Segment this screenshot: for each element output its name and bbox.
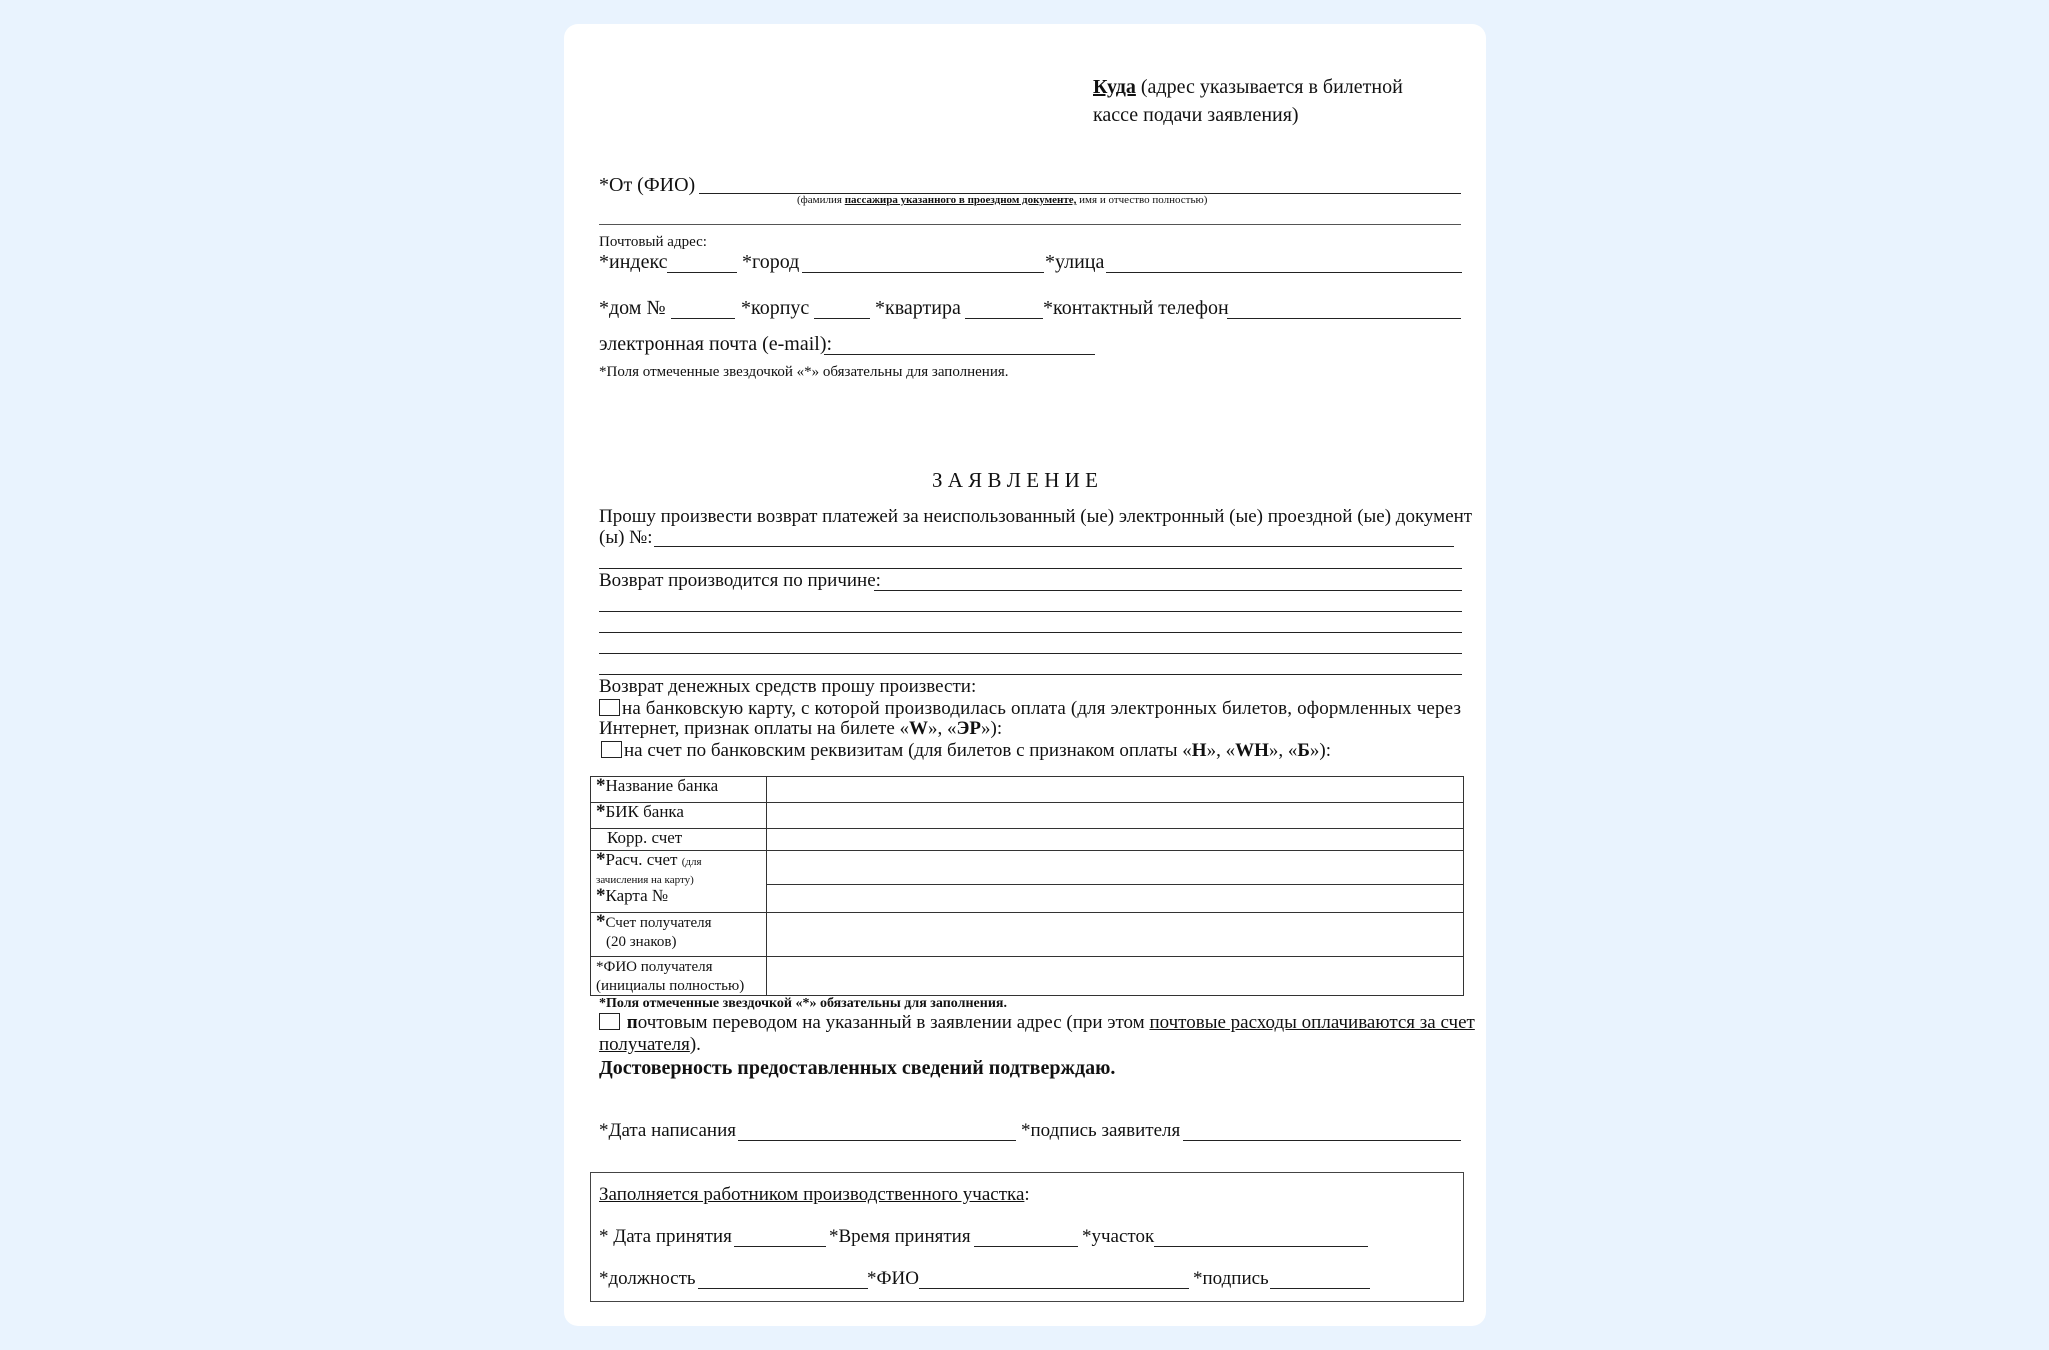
- street-label: *улица: [1045, 251, 1105, 273]
- required-note-bold: *Поля отмеченные звездочкой «*» обязательны для заполнения.: [599, 996, 1007, 1011]
- table-row: [591, 957, 1464, 996]
- accept-time-label: *Время принятия: [829, 1226, 971, 1247]
- staff-title: Заполняется работником производственного участка:: [599, 1184, 1030, 1205]
- document-page: [564, 24, 1486, 1326]
- postal-address-label: Почтовый адрес:: [599, 234, 707, 250]
- phone-label: *контактный телефон: [1043, 297, 1229, 319]
- card-number-label: Карта №: [605, 886, 669, 905]
- option-postal: почтовым переводом на указанный в заявлении адрес (при этом почтовые расходы оплачиваются за счет: [599, 1012, 1475, 1034]
- email-field[interactable]: [824, 354, 1095, 355]
- reason-field-3[interactable]: [599, 632, 1462, 633]
- from-field-continuation[interactable]: [599, 224, 1461, 225]
- corr-account-label: Корр. счет: [591, 829, 767, 851]
- site-label: *участок: [1082, 1226, 1155, 1247]
- reason-label: Возврат производится по причине:: [599, 570, 881, 591]
- from-label: *От (ФИО): [599, 174, 696, 196]
- position-field[interactable]: [698, 1288, 868, 1289]
- date-label: *Дата написания: [599, 1120, 736, 1141]
- accept-date-label: * Дата принятия: [599, 1226, 732, 1247]
- card-checkbox[interactable]: [599, 699, 620, 716]
- apartment-label: *квартира: [875, 297, 961, 319]
- table-row: [591, 803, 1464, 829]
- reason-field-2[interactable]: [599, 611, 1462, 612]
- city-field[interactable]: [802, 272, 1044, 273]
- statement-title: З А Я В Л Е Н И Е: [932, 468, 1098, 492]
- fio-field[interactable]: [919, 1288, 1189, 1289]
- to-address-line-1: [1093, 76, 1403, 99]
- ticket-number-field[interactable]: [654, 546, 1454, 547]
- option-card-text: на банковскую карту, с которой производилась оплата (для электронных билетов, оформленных через: [622, 698, 1462, 719]
- recipient-name-label: *ФИО получателя (инициалы полностью): [591, 957, 767, 996]
- accept-date-field[interactable]: [734, 1246, 826, 1247]
- recipient-account-label: *Счет получателя (20 знаков): [591, 913, 767, 957]
- account-checkbox[interactable]: [601, 741, 622, 758]
- index-label: *индекс: [599, 251, 668, 273]
- option-card-line-2: Интернет, признак оплаты на билете «W», «ЭР»):: [599, 718, 1003, 739]
- card-number-field[interactable]: [767, 885, 1463, 911]
- reason-field[interactable]: [874, 590, 1462, 591]
- building-field[interactable]: [814, 318, 870, 319]
- phone-field[interactable]: [1227, 318, 1461, 319]
- city-label: *город: [742, 251, 800, 273]
- fio-label: *ФИО: [867, 1268, 919, 1289]
- reason-field-4[interactable]: [599, 653, 1462, 654]
- required-note: *Поля отмеченные звездочкой «*» обязательны для заполнения.: [599, 364, 1009, 380]
- applicant-signature-label: *подпись заявителя: [1021, 1120, 1181, 1141]
- reason-field-5[interactable]: [599, 674, 1462, 675]
- bank-name-field[interactable]: [767, 777, 1464, 803]
- staff-signature-field[interactable]: [1270, 1288, 1370, 1289]
- option-card: [599, 698, 1463, 720]
- recipient-account-field[interactable]: [767, 913, 1464, 957]
- settlement-account-field[interactable]: [767, 851, 1463, 885]
- refund-label: Возврат денежных средств прошу произвести:: [599, 676, 977, 697]
- request-suffix: (ы) №:: [599, 527, 653, 548]
- bank-name-label: *Название банка: [591, 777, 767, 803]
- from-hint: (фамилия пассажира указанного в проездном документе, имя и отчество полностью): [797, 194, 1208, 206]
- email-label: электронная почта (e-mail):: [599, 333, 833, 355]
- house-field[interactable]: [671, 318, 735, 319]
- settlement-account-label: *Расч. счет (для зачисления на карту) *Карта №: [591, 851, 767, 913]
- to-address-line-2: кассе подачи заявления): [1093, 104, 1299, 126]
- position-label: *должность: [599, 1268, 696, 1289]
- table-row: [591, 851, 1464, 913]
- bik-label: *БИК банка: [591, 803, 767, 829]
- to-label: Куда: [1093, 76, 1136, 98]
- request-text: Прошу произвести возврат платежей за неиспользованный (ые) электронный (ые) проездной (ые) документ: [599, 506, 1473, 527]
- table-row: [591, 913, 1464, 957]
- house-label: *дом №: [599, 297, 666, 319]
- option-postal-line-2: получателя).: [599, 1034, 701, 1055]
- building-label: *корпус: [741, 297, 810, 319]
- bik-field[interactable]: [767, 803, 1464, 829]
- postal-checkbox[interactable]: [599, 1013, 620, 1030]
- apartment-field[interactable]: [965, 318, 1043, 319]
- applicant-signature-field[interactable]: [1183, 1140, 1461, 1141]
- recipient-name-field[interactable]: [767, 957, 1464, 996]
- accept-time-field[interactable]: [974, 1246, 1078, 1247]
- corr-account-field[interactable]: [767, 829, 1464, 851]
- option-account: на счет по банковским реквизитам (для билетов с признаком оплаты «Н», «WH», «Б»):: [601, 740, 1331, 762]
- table-row: [591, 829, 1464, 851]
- street-field[interactable]: [1106, 272, 1462, 273]
- to-text-1: (адрес указывается в билетной: [1135, 76, 1403, 98]
- staff-signature-label: *подпись: [1193, 1268, 1269, 1289]
- index-field[interactable]: [667, 272, 737, 273]
- ticket-number-field-2[interactable]: [599, 568, 1462, 569]
- bank-details-table: [590, 776, 1464, 996]
- confirm-statement: Достоверность предоставленных сведений подтверждаю.: [599, 1057, 1116, 1079]
- site-field[interactable]: [1154, 1246, 1368, 1247]
- table-row: [591, 777, 1464, 803]
- date-field[interactable]: [738, 1140, 1016, 1141]
